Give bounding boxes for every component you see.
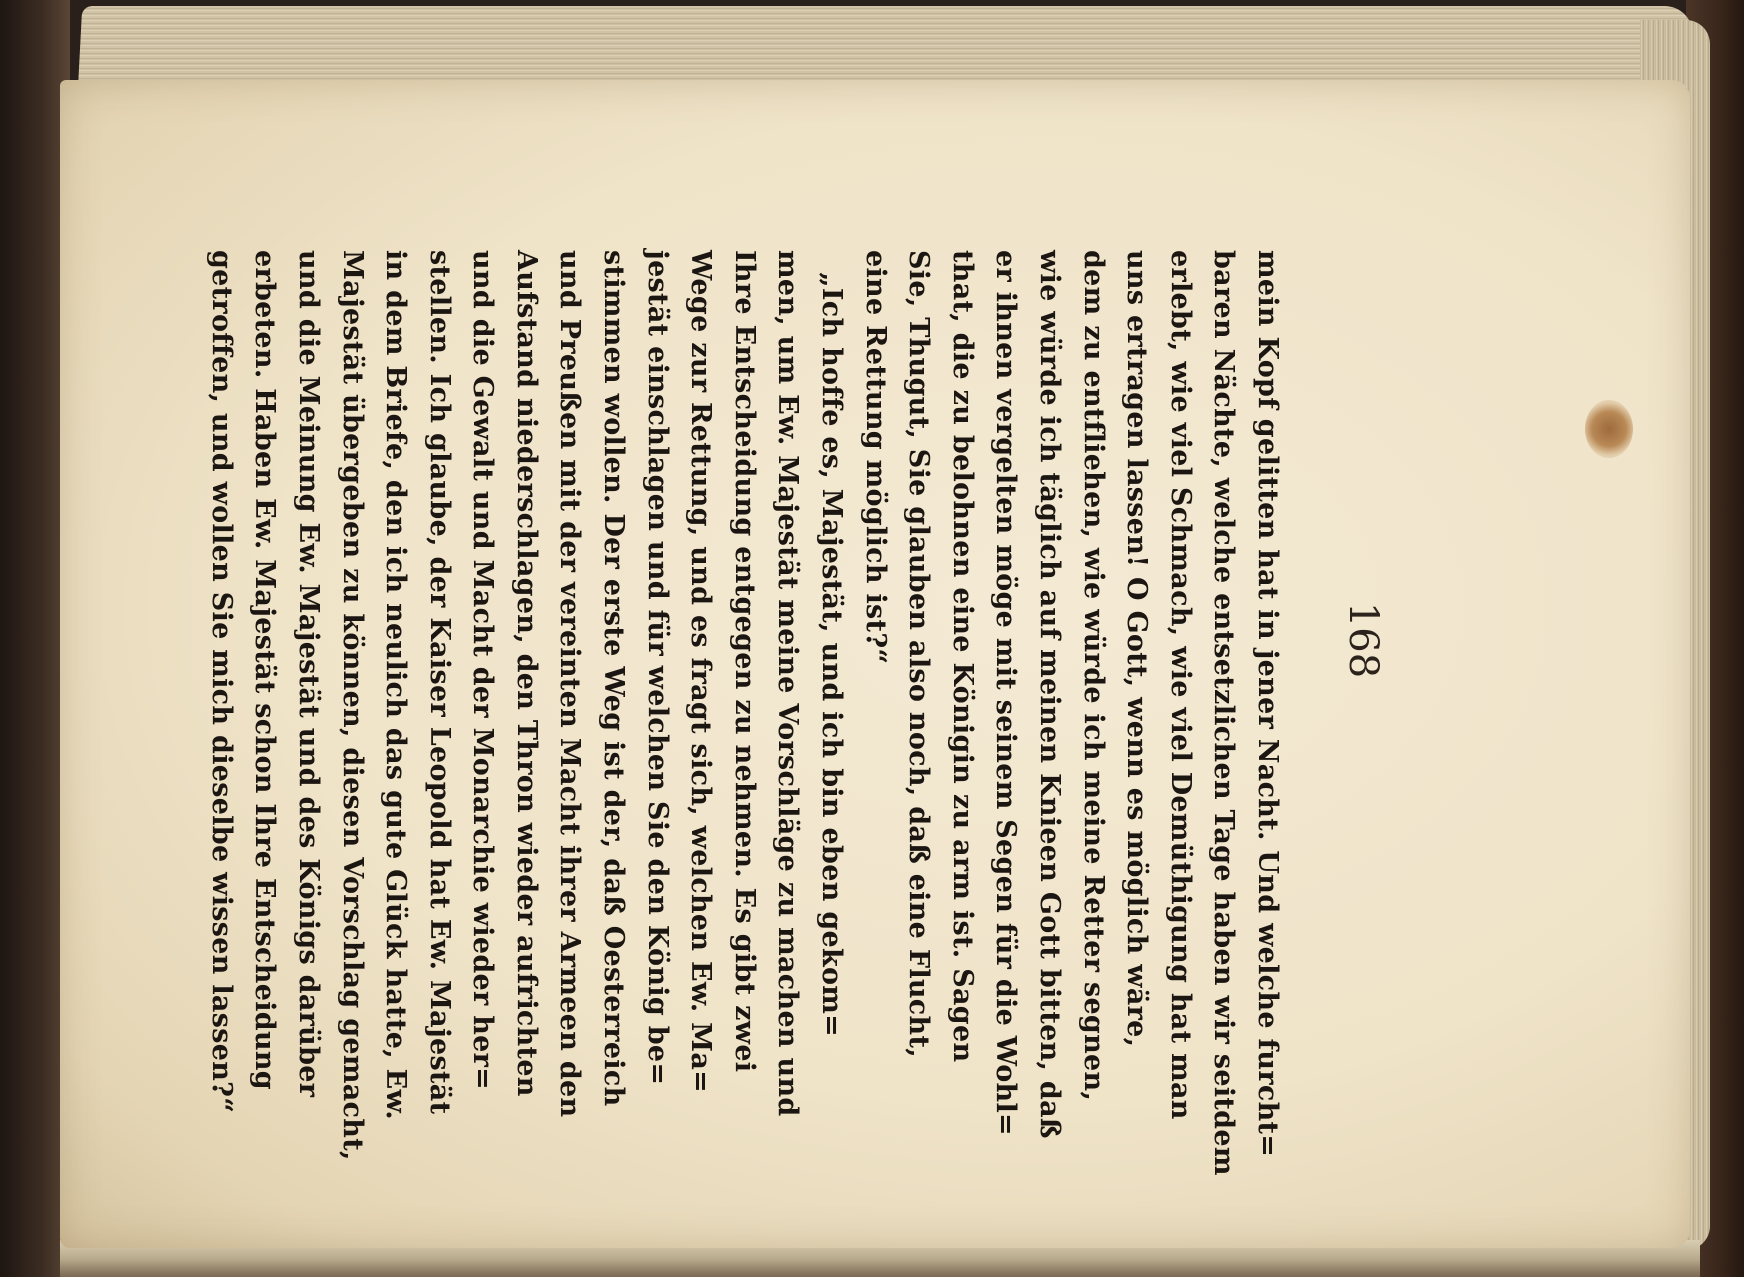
- text-line: baren Nächte, welche entsetzlichen Tage haben wir seitdem: [1208, 250, 1240, 1176]
- text-line: that, die zu belohnen eine Königin zu arm ist. Sagen: [946, 250, 978, 1063]
- text-line: stellen. Ich glaube, der Kaiser Leopold hat Ew. Majestät: [423, 250, 455, 1115]
- text-line: uns ertragen lassen! O Gott, wenn es möglich wäre,: [1121, 250, 1153, 1048]
- text-line: jestät einschlagen und für welchen Sie den König be=: [641, 250, 673, 1086]
- text-line: erlebt, wie viel Schmach, wie viel Demüthigung hat man: [1164, 250, 1196, 1120]
- text-line: wie würde ich täglich auf meinen Knieen Gott bitten, daß: [1034, 250, 1066, 1139]
- text-line: Wege zur Rettung, und es fragt sich, welchen Ew. Ma=: [685, 250, 717, 1094]
- text-line: Sie, Thugut, Sie glauben also noch, daß eine Flucht,: [903, 250, 935, 1058]
- text-line: Ihre Entscheidung entgegen zu nehmen. Es gibt zwei: [728, 250, 760, 1073]
- text-line: Aufstand niederschlagen, den Thron wieder aufrichten: [510, 250, 542, 1097]
- body-text: [199, 250, 1289, 1176]
- text-line: mein Kopf gelitten hat in jener Nacht. Und welche furcht=: [1252, 250, 1283, 1158]
- text-line: eine Rettung möglich ist?“: [859, 250, 891, 665]
- text-line: getroffen, und wollen Sie mich dieselbe wissen lassen?“: [205, 250, 237, 1114]
- text-line: er ihnen vergelten möge mit seinem Segen für die Wohl=: [990, 250, 1022, 1136]
- text-line: und die Gewalt und Macht der Monarchie wieder her=: [467, 250, 499, 1091]
- text-line: men, um Ew. Majestät meine Vorschläge zu machen und: [772, 250, 804, 1117]
- text-line: „Ich hoffe es, Majestät, und ich bin eben gekom=: [816, 272, 848, 1038]
- text-line: dem zu entfliehen, wie würde ich meine Retter segnen,: [1077, 250, 1109, 1102]
- text-line: Majestät übergeben zu können, diesen Vorschlag gemacht,: [336, 250, 368, 1161]
- text-line: und die Meinung Ew. Majestät und des Königs darüber: [292, 250, 324, 1098]
- page-number: 168: [1340, 601, 1386, 679]
- text-line: erbeten. Haben Ew. Majestät schon Ihre Entscheidung: [249, 250, 281, 1090]
- rotated-text-frame: [205, 250, 1386, 1176]
- text-line: und Preußen mit der vereinten Macht ihrer Armeen den: [554, 250, 586, 1118]
- paper-stain: [1585, 400, 1633, 458]
- text-line: stimmen wollen. Der erste Weg ist der, daß Oesterreich: [598, 250, 630, 1107]
- text-line: in dem Briefe, den ich neulich das gute Glück hatte, Ew.: [380, 250, 412, 1121]
